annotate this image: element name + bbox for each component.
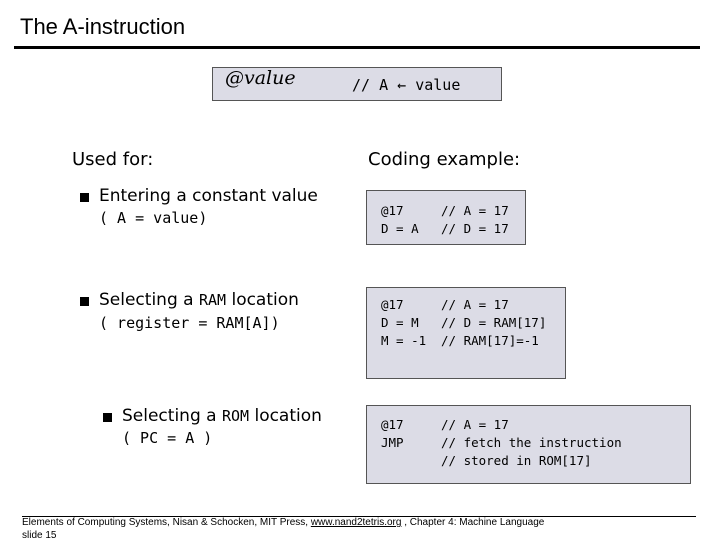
item-constant-detail: ( A = value) [99, 209, 208, 227]
item-ram-location [99, 290, 299, 310]
item-rom-text-post: location [249, 406, 322, 426]
coding-example-heading: Coding example: [368, 149, 521, 170]
footer-text-pre: Elements of Computing Systems, Nisan & Schocken, MIT Press, [22, 517, 311, 528]
footer-citation [22, 517, 544, 528]
code-constant-comments: // A = 17 // D = 17 [441, 203, 509, 236]
code-constant-instructions: @17 D = A [381, 203, 419, 236]
code-ram-comments: // A = 17 // D = RAM[17] // RAM[17]=-1 [441, 297, 547, 348]
bullet-square-icon [80, 297, 89, 306]
item-rom-code: ROM [221, 407, 250, 425]
title-divider [14, 46, 700, 49]
item-ram-text-post: location [226, 290, 299, 310]
item-ram-code: RAM [198, 291, 227, 309]
item-constant-value: Entering a constant value [99, 186, 318, 206]
used-for-heading: Used for: [72, 149, 154, 170]
item-rom-text-pre: Selecting a [122, 406, 222, 426]
slide-number: slide 15 [22, 530, 57, 541]
item-ram-detail: ( register = RAM[A]) [99, 314, 280, 332]
item-rom-location [122, 406, 322, 426]
code-rom-instructions: @17 JMP [381, 417, 404, 450]
footer-text-post: , Chapter 4: Machine Language [401, 517, 545, 528]
bullet-square-icon [103, 413, 112, 422]
slide-title: The A-instruction [20, 14, 186, 39]
code-ram-instructions: @17 D = M M = -1 [381, 297, 427, 348]
item-ram-text-pre: Selecting a [99, 290, 199, 310]
bullet-square-icon [80, 193, 89, 202]
footer-link[interactable]: www.nand2tetris.org [310, 517, 402, 528]
syntax-comment: // A ← value [352, 76, 461, 94]
syntax-at-value: @value [225, 67, 296, 89]
code-rom-comments: // A = 17 // fetch the instruction // stored in ROM[17] [441, 417, 622, 468]
item-rom-detail: ( PC = A ) [122, 429, 213, 447]
